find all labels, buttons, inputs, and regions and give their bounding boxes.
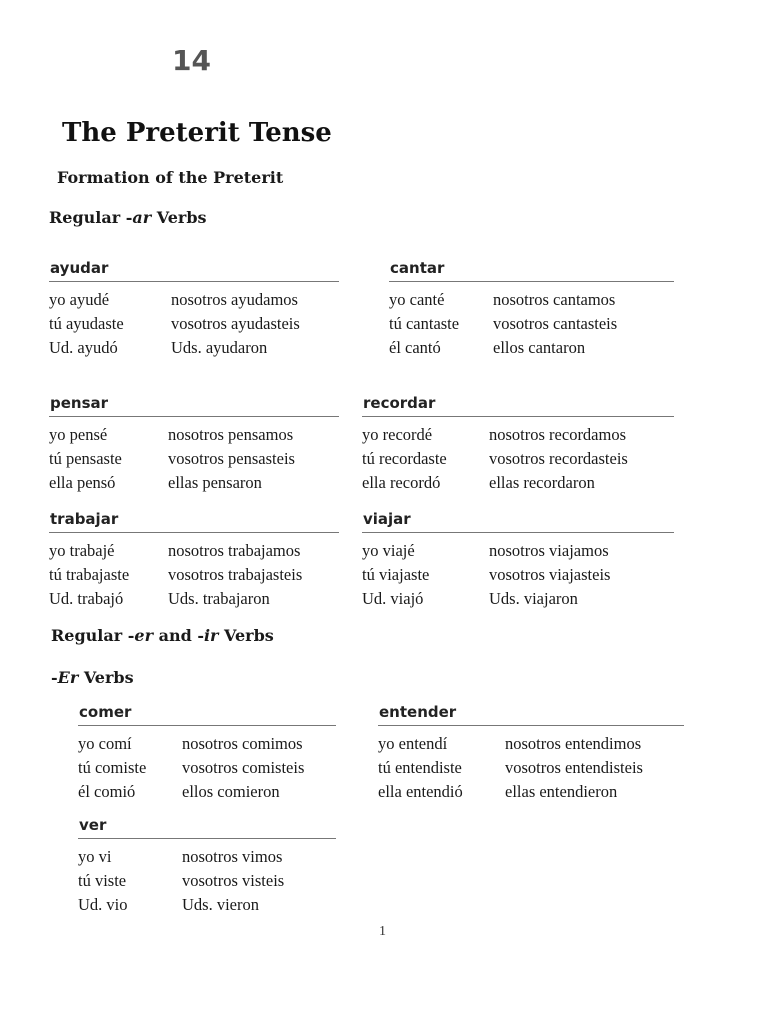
verb-name: ver bbox=[79, 816, 107, 834]
verb-name: comer bbox=[79, 703, 132, 721]
divider bbox=[362, 416, 674, 417]
verb-table-viajar bbox=[362, 508, 674, 611]
table-row: yo recordé nosotros recordamos bbox=[362, 425, 627, 444]
section-heading-regular-er-ir: Regular -er and -ir Verbs bbox=[51, 626, 274, 645]
table-row: yo ayudé nosotros ayudamos bbox=[49, 290, 298, 309]
table-row: yo pensé nosotros pensamos bbox=[49, 425, 294, 444]
table-row: tú recordaste vosotros recordasteis bbox=[362, 449, 628, 468]
verb-name: ayudar bbox=[50, 259, 109, 277]
table-row: tú comiste vosotros comisteis bbox=[78, 758, 305, 777]
table-row: ella recordó ellas recordaron bbox=[362, 473, 595, 492]
divider bbox=[378, 725, 684, 726]
divider bbox=[78, 725, 336, 726]
table-row: yo vi nosotros vimos bbox=[78, 847, 283, 866]
table-row: ella entendió ellas entendieron bbox=[378, 782, 618, 801]
divider bbox=[49, 532, 339, 533]
verb-table-pensar bbox=[49, 392, 339, 495]
table-row: tú cantaste vosotros cantasteis bbox=[389, 314, 618, 333]
verb-name: trabajar bbox=[50, 510, 119, 528]
verb-name: recordar bbox=[363, 394, 436, 412]
page-title: The Preterit Tense bbox=[62, 118, 332, 148]
table-row: tú ayudaste vosotros ayudasteis bbox=[49, 314, 300, 333]
table-row: tú pensaste vosotros pensasteis bbox=[49, 449, 295, 468]
verb-table-trabajar bbox=[49, 508, 339, 611]
divider bbox=[49, 281, 339, 282]
table-row: yo entendí nosotros entendimos bbox=[378, 734, 642, 753]
table-row: yo canté nosotros cantamos bbox=[389, 290, 616, 309]
verb-table-comer bbox=[78, 701, 336, 804]
table-row: él cantó ellos cantaron bbox=[389, 338, 586, 357]
table-row: Ud. trabajó Uds. trabajaron bbox=[49, 589, 270, 608]
section-heading-regular-ar: Regular -ar Verbs bbox=[49, 208, 207, 227]
divider bbox=[78, 838, 336, 839]
verb-table-ayudar bbox=[49, 257, 339, 360]
section-heading-er-verbs: -Er Verbs bbox=[51, 668, 134, 687]
chapter-number: 14 bbox=[172, 44, 211, 77]
table-row: tú entendiste vosotros entendisteis bbox=[378, 758, 643, 777]
verb-name: pensar bbox=[50, 394, 109, 412]
divider bbox=[49, 416, 339, 417]
verb-name: cantar bbox=[390, 259, 445, 277]
table-row: Ud. viajó Uds. viajaron bbox=[362, 589, 578, 608]
table-row: tú viste vosotros visteis bbox=[78, 871, 285, 890]
page-subtitle: Formation of the Preterit bbox=[57, 168, 284, 187]
table-row: yo viajé nosotros viajamos bbox=[362, 541, 609, 560]
table-row: yo comí nosotros comimos bbox=[78, 734, 303, 753]
verb-table-entender bbox=[378, 701, 684, 804]
table-row: yo trabajé nosotros trabajamos bbox=[49, 541, 301, 560]
table-row: Ud. vio Uds. vieron bbox=[78, 895, 259, 914]
verb-name: entender bbox=[379, 703, 457, 721]
table-row: tú trabajaste vosotros trabajasteis bbox=[49, 565, 303, 584]
verb-table-cantar bbox=[389, 257, 674, 360]
table-row: ella pensó ellas pensaron bbox=[49, 473, 262, 492]
divider bbox=[362, 532, 674, 533]
table-row: tú viajaste vosotros viajasteis bbox=[362, 565, 611, 584]
table-row: él comió ellos comieron bbox=[78, 782, 280, 801]
table-row: Ud. ayudó Uds. ayudaron bbox=[49, 338, 268, 357]
verb-table-ver bbox=[78, 814, 336, 917]
page-number: 1 bbox=[379, 924, 386, 939]
verb-table-recordar bbox=[362, 392, 674, 495]
divider bbox=[389, 281, 674, 282]
verb-name: viajar bbox=[363, 510, 411, 528]
